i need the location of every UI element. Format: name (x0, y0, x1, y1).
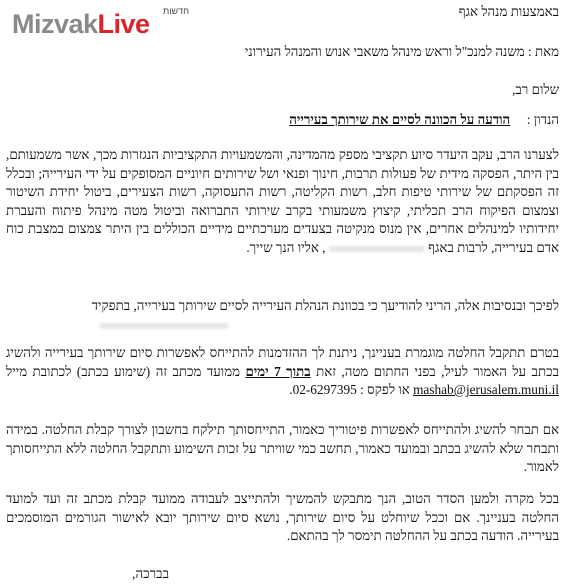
paragraph-3: בטרם תתקבל החלטה מוגמרת בעניינך, ניתנת לך ההזדמנות להתייחס לאפשרות סיום שירותך בעירייה ולהשיג בכתב על האמור לעיל, בפני החתום מטה, זאת בתוך 7 ימים ממועד מכתב זה (שימוע בכתב) לכתובת מייל mashab@jerusalem.muni.il או לפקס : 02-6297395. (6, 345, 559, 398)
news-site-logo (12, 6, 212, 41)
closing: בברכה, (132, 566, 169, 581)
logo-tag: חדשות (163, 6, 190, 16)
greeting: שלום רב, (512, 82, 559, 97)
paragraph-2: לפיכך ובנסיבות אלה, הריני להודיעך כי בכוונת הנהלת העירייה לסיים שירותך בעירייה, בתפקיד (6, 297, 559, 334)
paragraph-5: בכל מקרה ולמען הסדר הטוב, הנך מתבקש להמשיך ולהתייצב לעבודה ממועד קבלת מכתב זה ועד למועד החלטה בעניינך. אם וככל שיוחלט על סיום שירותך, נושא סיום שירותך יובא לאישור הגורמים המוסמכים בעירייה. הודעה בכתב על ההחלטה תימסר לך בהתאם. (6, 491, 559, 544)
via-line: באמצעות מנהל אגף (458, 4, 559, 19)
deadline: בתוך 7 ימים (245, 363, 311, 379)
paragraph-4: אם תבחר להשיג ולהתייחס לאפשרות פיטוריך כאמור, התייחסותך תילקח בחשבון לצורך קבלת החלטה. במידה ותבחר שלא להשיג בכתב ובמועד כאמור, תחשב כמי שוויתר על זכות השימוע ותתקבל החלטה ללא התייחסותך לאמור. (6, 422, 559, 475)
subject-label: הנדון : (526, 112, 559, 127)
paragraph-1: לצערנו הרב, עקב היעדר סיוע תקציבי מספק מהמדינה, והמשמעויות התקציביות הנגזרות מכך, אשר משמעותם, בין היתר, הפסקה מידית של פעולות תרבות, חינוך ופנאי ושל שירותים חיוניים המסופקים על ידי העירייה; ובכלל זה הפסקתם של שירותי טיפות חלב, רשות הקליטה, רשות התעסוקה, רשות הצעירים, ביטול יחידת השיטור וצמצום הפיקוח הרב תכליתי, קיצוץ משמעותי בקרב שירותי התברואה וביטול מטה מינהל פיתוח והעברת יחידותיו למינהלים אחרים, אין מנוס מנקיטה בצעדים מערכתיים מידיים הכוללים בין היתר צמצום במצבת כוח אדם בעירייה, לרבות באגף , אליו הנך שייך. (6, 147, 559, 255)
fax-number: או לפקס : 02-6297395. (289, 382, 410, 398)
email-link[interactable]: mashab@jerusalem.muni.il (413, 382, 559, 398)
subject-line (289, 112, 559, 128)
subject-text: הודעה על הכוונה לסיים את שירותך בעירייה (289, 112, 511, 127)
logo-wordmark: MizvakLive (12, 9, 150, 39)
from-line: מאת : משנה למנכ"ל וראש מינהל משאבי אנוש והמנהל העירוני (244, 44, 559, 59)
redacted-text (99, 323, 229, 329)
redacted-text (329, 246, 425, 252)
